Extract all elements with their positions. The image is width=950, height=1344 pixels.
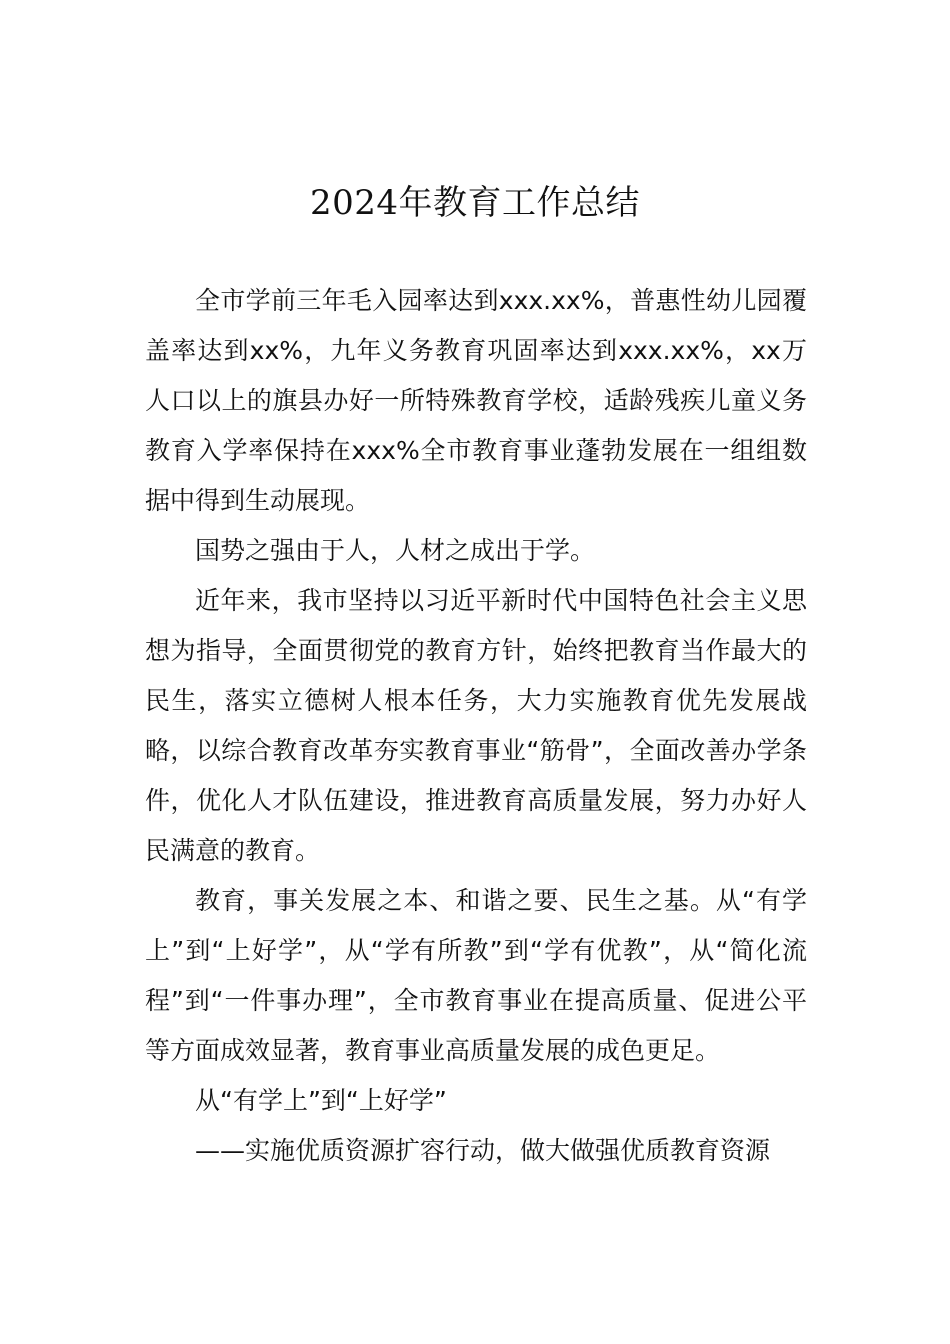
paragraph-policy: 近年来，我市坚持以习近平新时代中国特色社会主义思想为指导，全面贯彻党的教育方针，始终把教育当作最大的民生，落实立德树人根本任务，大力实施教育优先发展战略，以综合教育改革夯实教育事业“筋骨”，全面改善办学条件，优化人才队伍建设，推进教育高质量发展，努力办好人民满意的教育。 <box>145 586 807 865</box>
paragraph-quote: 国势之强由于人，人材之成出于学。 <box>195 536 596 565</box>
section-subheading: ——实施优质资源扩容行动，做大做强优质教育资源 <box>195 1136 771 1165</box>
document-body <box>145 276 807 1176</box>
paragraph-data-summary: 全市学前三年毛入园率达到xxx.xx%，普惠性幼儿园覆盖率达到xx%，九年义务教育巩固率达到xxx.xx%，xx万人口以上的旗县办好一所特殊教育学校，适龄残疾儿童义务教育入学率保持在xxx%全市教育事业蓬勃发展在一组组数据中得到生动展现。 <box>145 286 807 515</box>
section-heading: 从“有学上”到“上好学” <box>195 1086 447 1115</box>
paragraph-achievements: 教育，事关发展之本、和谐之要、民生之基。从“有学上”到“上好学”，从“学有所教”到“学有优教”，从“简化流程”到“一件事办理”，全市教育事业在提高质量、促进公平等方面成效显著，教育事业高质量发展的成色更足。 <box>145 886 807 1065</box>
document-title: 2024年教育工作总结 <box>309 183 641 223</box>
